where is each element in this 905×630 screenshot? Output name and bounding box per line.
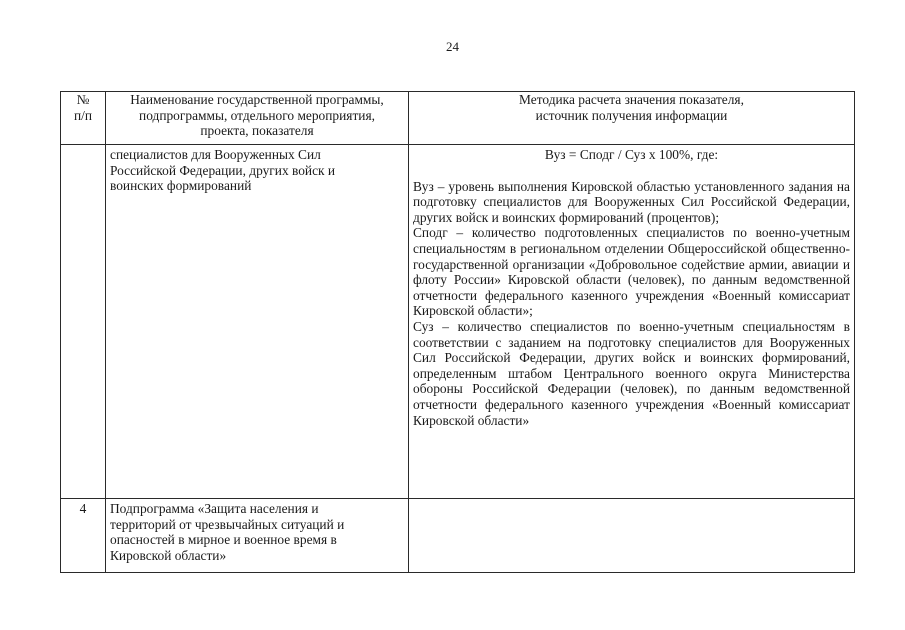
header-method-line: Методика расчета значения показателя,	[519, 92, 744, 107]
header-name-line: подпрограммы, отдельного мероприятия,	[139, 107, 375, 123]
header-number	[61, 92, 106, 145]
header-name-line: проекта, показателя	[200, 123, 314, 139]
row-name-line: Российской Федерации, других войск и	[110, 162, 336, 178]
row-name	[106, 499, 409, 573]
header-number-line: №	[76, 92, 90, 107]
row-name-line: воинских формирований	[110, 178, 252, 194]
page-number: 24	[446, 39, 459, 54]
row-name-line: опасностей в мирное и военное время в	[110, 532, 337, 548]
header-method-line: источник получения информации	[535, 107, 728, 123]
row-name	[106, 145, 409, 499]
indicator-table	[60, 91, 855, 573]
header-name-line: Наименование государственной программы,	[130, 92, 384, 107]
header-method	[409, 92, 855, 145]
row-method	[409, 145, 855, 499]
definition-vuz: Вуз – уровень выполнения Кировской областью установленного задания на подготовку специалистов для Вооруженных Сил Российской Федерации, других войск и воинских формирований (процентов);	[413, 178, 850, 225]
definition-suz: Суз – количество специалистов по военно-учетным специальностям в соответствии с заданием на подготовку специалистов для Вооруженных Сил Российской Федерации, других войск и воинских формирований, определенным штабом Центрального военного округа Министерства обороны Российской Федерации (человек), по данным ведомственной отчетности федерального казенного учреждения «Военный комиссариат Кировской области»	[413, 318, 850, 428]
table-row	[61, 499, 855, 573]
formula: Вуз = Сподг / Суз х 100%, где:	[544, 147, 719, 162]
definition-spodg: Сподг – количество подготовленных специалистов по военно-учетным специальностям в региональном отделении Общероссийской общественно-государственной организации «Добровольное содействие армии, авиации и флоту России» Кировской области (человек), по данным ведомственной отчетности федерального казенного учреждения «Военный комиссариат Кировской области»;	[413, 225, 850, 319]
row-method	[409, 499, 855, 573]
header-name	[106, 92, 409, 145]
row-name-line: специалистов для Вооруженных Сил	[110, 147, 321, 162]
row-number: 4	[61, 499, 106, 573]
table-header-row	[61, 92, 855, 145]
header-number-line: п/п	[73, 107, 93, 123]
row-number	[61, 145, 106, 499]
row-name-line: Кировской области»	[110, 547, 227, 563]
table-row	[61, 145, 855, 499]
row-name-line: территорий от чрезвычайных ситуаций и	[110, 516, 345, 532]
row-name-line: Подпрограмма «Защита населения и	[110, 501, 319, 516]
